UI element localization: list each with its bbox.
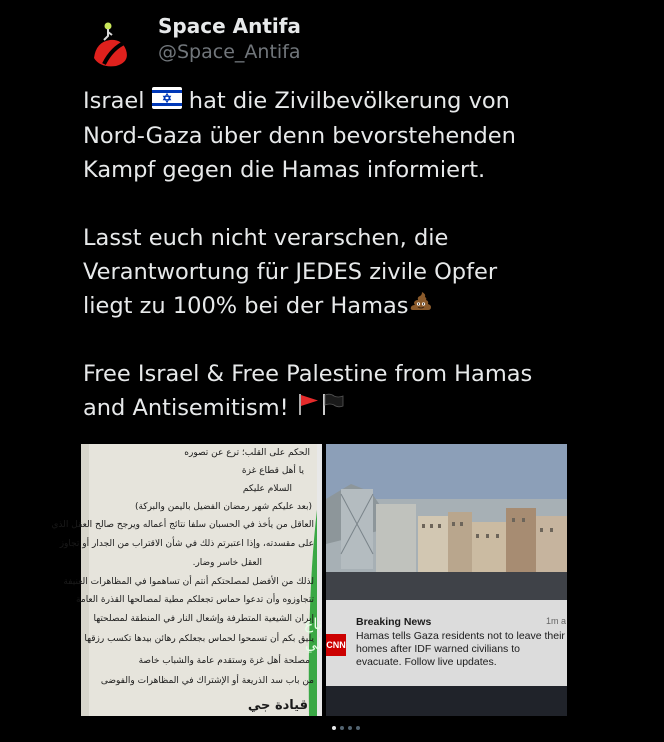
- leaflet-line: قيادة جي: [247, 698, 308, 713]
- carousel-dot[interactable]: [348, 726, 352, 730]
- leaflet-line: على مقسدته، وإذا اعتبرتم ذلك في شأن الاقتراب من الجدار أو تجاوز: [59, 539, 314, 549]
- tweet-paragraph-3: [83, 357, 603, 426]
- tweet-paragraph-1: [83, 84, 603, 187]
- leaflet-line: من باب سد الذريعة أو الإشتراك في المظاهرات والفوضى: [100, 676, 314, 686]
- user-handle[interactable]: @Space_Antifa: [158, 41, 301, 63]
- tweet-text-segment: and Antisemitism!: [83, 395, 296, 421]
- breaking-news-body: Hamas tells Gaza residents not to leave their homes after IDF warned civilians to evacuate. Follow live updates.: [356, 630, 565, 668]
- leaflet-line: العاقل من يأخذ في الحسبان سلفا نتائج أعماله ويرجح صالح العقل الذي: [51, 520, 314, 530]
- leaflet-line: مصلحة أهل غزة وستقدم عامة والشباب خاصة: [138, 656, 310, 666]
- leaflet-line: (بعد عليكم شهر رمضان الفضيل باليمن والبركة): [134, 502, 312, 512]
- cnn-logo: CNN: [326, 634, 346, 656]
- tweet-text-line: Verantwortung für JEDES zivile Opfer: [83, 258, 498, 285]
- breaking-news-title: Breaking News: [356, 616, 432, 628]
- avatar[interactable]: [86, 18, 138, 70]
- leaflet-line: لذلك من الأفضل لمصلحتكم أنتم أن تساهموا في المظاهرات العنيفة: [63, 577, 314, 587]
- carousel-dot[interactable]: [332, 726, 336, 730]
- tweet-text-line: Nord-Gaza über denn bevorstehenden: [83, 122, 516, 149]
- tweet-text-line: liegt zu 100% bei der Hamas: [83, 292, 409, 319]
- tweet-text-line: Lasst euch nicht verarschen, die: [83, 224, 449, 251]
- leaflet-line: إيران الشيعية المتطرفة وإشعال النار في المنطقة لمصلحتها: [93, 614, 314, 624]
- display-name[interactable]: Space Antifa: [158, 14, 301, 38]
- leaflet-green-text: ناع لي: [304, 615, 322, 653]
- tweet-text: [83, 84, 603, 426]
- leaflet-line: العقل خاسر وضار.: [192, 558, 262, 568]
- leaflet-line: الحكم على القلب؛ ترع عن تصوره: [184, 448, 310, 458]
- carousel-dot[interactable]: [340, 726, 344, 730]
- tweet-text-line: Free Israel & Free Palestine from Hamas: [83, 361, 533, 387]
- leaflet-line: يليق بكم أن تسمحوا لحماس بجعلكم رهائن بيدها تكسب رزقها: [84, 634, 314, 644]
- tweet-text-line: Kampf gegen die Hamas informiert.: [83, 156, 486, 183]
- tweet-paragraph-2: [83, 221, 603, 324]
- tweet-text-segment: Israel: [83, 88, 152, 114]
- carousel-dot[interactable]: [356, 726, 360, 730]
- leaflet-line: تتجاوزوه وأن تدعوا حماس تجعلكم مطية لمصالحها القذرة العامة: [76, 595, 314, 605]
- pile-of-poo-icon: [409, 289, 433, 323]
- avatar-image: [86, 18, 138, 70]
- israel-flag-icon: [152, 85, 182, 119]
- news-screenshot[interactable]: [326, 444, 567, 716]
- triangular-red-flag-icon: [296, 392, 320, 426]
- breaking-news-time: 1m a: [546, 616, 567, 626]
- media-grid: [51, 444, 567, 716]
- leaflet-photo[interactable]: [51, 444, 322, 716]
- black-flag-icon: [320, 392, 346, 426]
- carousel-indicator: [332, 726, 360, 730]
- tweet-text-segment: hat die Zivilbevölkerung von: [181, 88, 510, 114]
- leaflet-line: السلام عليكم: [242, 484, 292, 494]
- leaflet-line: يا أهل قطاع غزة: [241, 466, 304, 476]
